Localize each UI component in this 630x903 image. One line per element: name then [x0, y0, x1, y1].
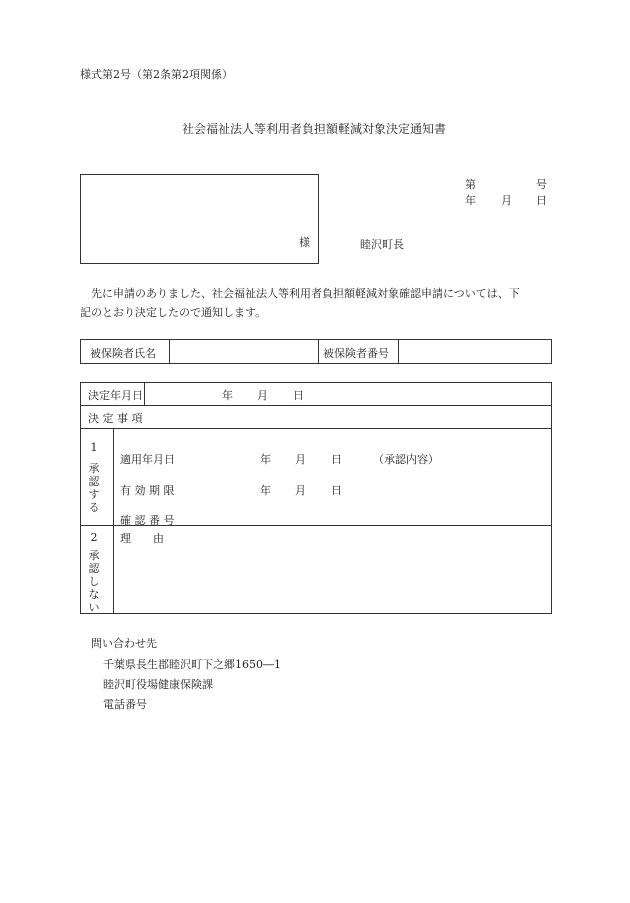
- date-month: 月: [501, 194, 512, 207]
- decision-date-label: 決定年月日: [88, 389, 143, 402]
- date-year: 年: [465, 194, 476, 207]
- body-line-1: 先に申請のありました、社会福祉法人等利用者負担額軽減対象確認申請については、下: [91, 287, 520, 300]
- date-day: 日: [536, 194, 547, 207]
- approve-char: る: [88, 501, 100, 514]
- approve-char: す: [88, 488, 100, 501]
- approve-vertical-label: [87, 462, 101, 514]
- decision-year: 年: [222, 389, 233, 402]
- apply-year: 年: [260, 453, 271, 466]
- reject-number: 2: [90, 531, 98, 544]
- form-number: 様式第2号（第2条第2項関係）: [80, 68, 233, 81]
- contact-heading: 問い合わせ先: [91, 637, 157, 650]
- document-title: 社会福祉法人等利用者負担額軽減対象決定通知書: [182, 122, 447, 136]
- decision-day: 日: [293, 389, 304, 402]
- apply-month: 月: [295, 453, 306, 466]
- reject-char: な: [88, 588, 100, 601]
- insured-divider-2: [318, 339, 319, 364]
- body-line-2: 記のとおり決定したので通知します。: [80, 306, 267, 319]
- valid-period-label: 有 効 期 限: [120, 484, 175, 497]
- decision-table: [80, 382, 552, 614]
- valid-year: 年: [260, 484, 271, 497]
- reject-char: し: [88, 575, 100, 588]
- number-dai: 第: [465, 178, 476, 191]
- decision-row-line-1: [80, 405, 552, 406]
- approve-char: 承: [88, 462, 100, 475]
- reject-char: 承: [88, 549, 100, 562]
- insured-name-label: 被保険者氏名: [90, 347, 156, 360]
- contact-address: 千葉県長生郡睦沢町下之郷1650―1: [103, 658, 281, 671]
- insured-divider-1: [169, 339, 170, 364]
- insured-number-label: 被保険者番号: [323, 347, 389, 360]
- approve-char: 認: [88, 475, 100, 488]
- addressee-box: [80, 174, 319, 264]
- number-go: 号: [536, 178, 547, 191]
- decision-date-divider: [144, 382, 145, 405]
- reject-char: い: [88, 601, 100, 614]
- apply-date-label: 適用年月日: [120, 453, 175, 466]
- apply-day: 日: [331, 453, 342, 466]
- decision-matters-label: 決 定 事 項: [88, 412, 143, 425]
- insured-divider-3: [398, 339, 399, 364]
- sama-label: 様: [299, 236, 310, 249]
- issuer-name: 睦沢町長: [360, 238, 404, 251]
- decision-month: 月: [257, 389, 268, 402]
- contact-office: 睦沢町役場健康保険課: [103, 678, 213, 691]
- valid-month: 月: [295, 484, 306, 497]
- approval-content-label: （承認内容）: [373, 453, 439, 466]
- confirm-number-label: 確 認 番 号: [120, 514, 175, 527]
- approve-number: 1: [90, 441, 98, 454]
- reject-vertical-label: [87, 549, 101, 614]
- reason-label: 理 由: [120, 532, 164, 545]
- contact-phone-label: 電話番号: [103, 698, 147, 711]
- valid-day: 日: [331, 484, 342, 497]
- decision-left-column-divider: [113, 428, 114, 614]
- decision-row-line-3: [80, 525, 552, 526]
- reject-char: 認: [88, 562, 100, 575]
- decision-row-line-2: [80, 428, 552, 429]
